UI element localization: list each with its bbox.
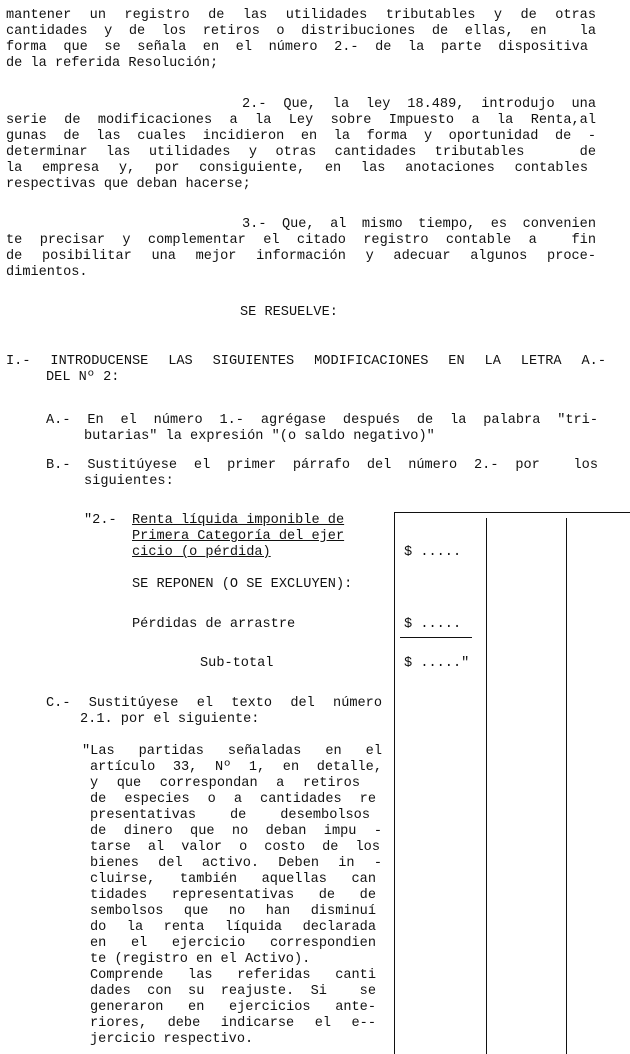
text-line: de especies o a cantidades re [90, 792, 376, 807]
text-line: 3.- Que, al mismo tiempo, es convenien [242, 217, 596, 232]
quote-prefix: "2.- [84, 513, 117, 528]
text-line: sembolsos que no han disminuí [90, 904, 376, 919]
text-line: gunas de las cuales incidieron en la forma y oportunidad de - [6, 129, 596, 144]
text-line: tidades representativas de de [90, 888, 376, 903]
text-line: y que correspondan a retiros [90, 776, 360, 791]
text-line: dimientos. [6, 265, 88, 280]
text-line: serie de modificaciones a la Ley sobre Impuesto a la Renta,al [6, 113, 596, 128]
text-line: presentativas de desembolsos [90, 808, 370, 823]
text-line: butarias" la expresión "(o saldo negativo)" [84, 429, 435, 444]
text-line: cluirse, también aquellas can [90, 872, 376, 887]
text-line: DEL Nº 2: [46, 370, 120, 385]
text-line: generaron en ejercicios ante- [90, 1000, 376, 1015]
text-line: mantener un registro de las utilidades tributables y de otras [6, 8, 596, 23]
table-row-label: Primera Categoría del ejer [132, 529, 345, 544]
text-line: dades con su reajuste. Si se [90, 984, 376, 999]
text-line: en el ejercicio correspondien [90, 936, 376, 951]
text-line: B.- Sustitúyese el primer párrafo del número 2.- por los [46, 458, 598, 473]
table-column-rule [566, 518, 567, 1054]
table-column-rule [394, 512, 395, 1054]
table-row-label: Pérdidas de arrastre [132, 617, 296, 632]
section-heading: SE RESUELVE: [240, 305, 338, 320]
text-line: Comprende las referidas canti [90, 968, 376, 983]
text-line: C.- Sustitúyese el texto del número [46, 696, 382, 711]
table-row-label: cicio (o pérdida) [132, 545, 271, 560]
text-line: "Las partidas señaladas en el [82, 744, 382, 759]
table-column-rule [486, 518, 487, 1054]
text-line: tarse al valor o costo de los [90, 840, 380, 855]
text-line: la empresa y, por consiguiente, en las anotaciones contables [6, 161, 588, 176]
table-row-label: Sub-total [200, 656, 274, 671]
text-line: artículo 33, Nº 1, en detalle, [90, 760, 382, 775]
text-line: riores, debe indicarse el e-- [90, 1016, 376, 1031]
table-cell-value: $ ..... [404, 545, 462, 560]
table-row-label: SE REPONEN (O SE EXCLUYEN): [132, 577, 353, 592]
subtotal-rule [400, 637, 472, 638]
text-line: respectivas que deban hacerse; [6, 177, 251, 192]
text-line: forma que se señala en el número 2.- de la parte dispositiva [6, 40, 588, 55]
text-line: jercicio respectivo. [90, 1032, 254, 1047]
table-cell-value: $ ....." [404, 656, 470, 671]
text-line: 2.1. por el siguiente: [80, 712, 260, 727]
text-line: de la referida Resolución; [6, 56, 219, 71]
table-row-label: Renta líquida imponible de [132, 513, 345, 528]
table-cell-value: $ ..... [404, 617, 462, 632]
text-line: bienes del activo. Deben in - [90, 856, 382, 871]
text-line: I.- INTRODUCENSE LAS SIGUIENTES MODIFICACIONES EN LA LETRA A.- [6, 354, 606, 369]
text-line: te (registro en el Activo). [90, 952, 311, 967]
text-line: de posibilitar una mejor información y adecuar algunos proce- [6, 249, 596, 264]
text-line: de dinero que no deban impu - [90, 824, 382, 839]
text-line: do la renta líquida declarada [90, 920, 376, 935]
text-line: te precisar y complementar el citado registro contable a fin [6, 233, 596, 248]
text-line: A.- En el número 1.- agrégase después de la palabra "tri- [46, 413, 598, 428]
text-line: determinar las utilidades y otras cantidades tributables de [6, 145, 596, 160]
table-top-rule [394, 512, 630, 513]
text-line: 2.- Que, la ley 18.489, introdujo una [242, 97, 596, 112]
text-line: cantidades y de los retiros o distribuciones de ellas, en la [6, 24, 596, 39]
text-line: siguientes: [84, 474, 174, 489]
